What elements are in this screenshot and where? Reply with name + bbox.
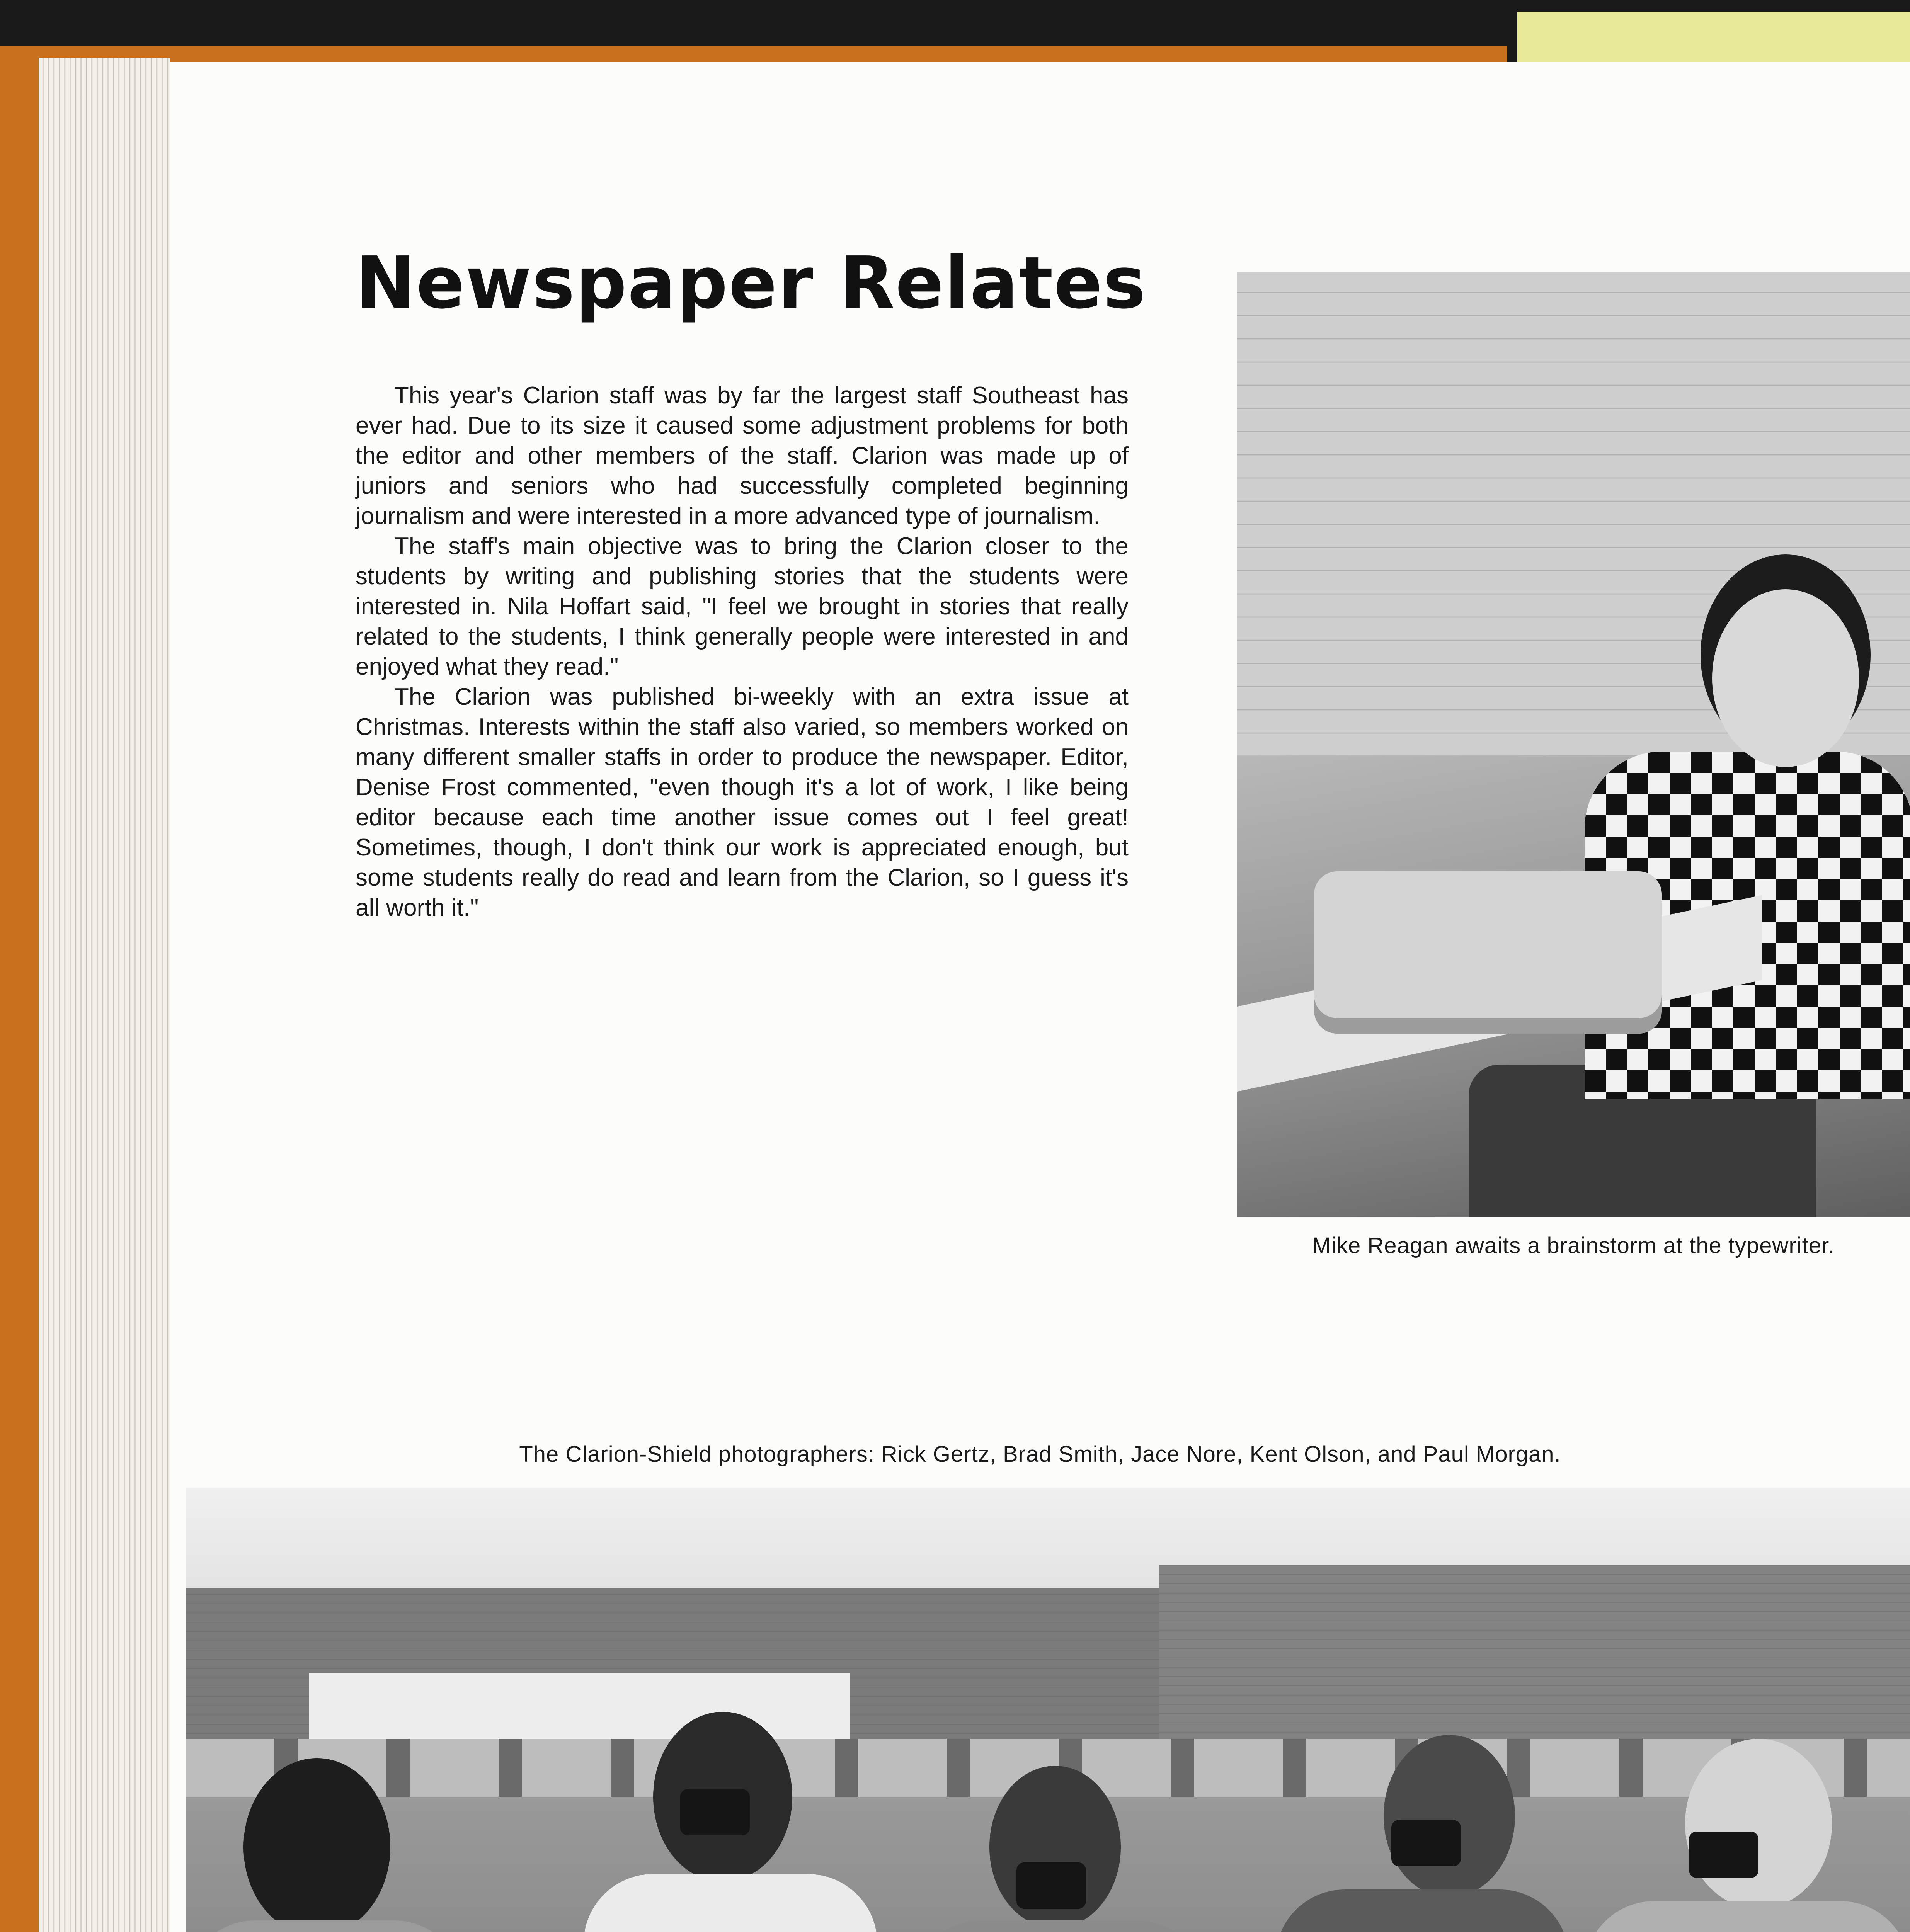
photographer-figure	[1585, 1739, 1910, 1932]
photographer-head	[1685, 1739, 1832, 1909]
photographer-body	[912, 1920, 1206, 1932]
photographer-figure	[1229, 1735, 1577, 1932]
photo-caption-bottom: The Clarion-Shield photographers: Rick Gertz, Brad Smith, Jace Nore, Kent Olson, and Paul Morgan.	[519, 1442, 1561, 1467]
photographer-figure	[553, 1712, 881, 1932]
camera-icon	[680, 1789, 750, 1835]
photographer-figure	[901, 1766, 1229, 1932]
photographer-head	[1384, 1735, 1515, 1897]
student-head	[1712, 589, 1859, 767]
photographer-figure	[186, 1758, 533, 1932]
photographer-head	[243, 1758, 390, 1932]
typewriter-photo	[1237, 272, 1910, 1217]
photographer-body	[1275, 1889, 1569, 1932]
article-paragraph: The staff's main objective was to bring the Clarion closer to the students by writing and publishing stories that the students were interested in. Nila Hoffart said, "I feel we brought in stories that really related to the students, I think generally people were interested in and enjoyed what they read."	[356, 533, 1129, 680]
article-body	[356, 381, 1129, 923]
page-title: Newspaper Relates	[356, 241, 1147, 325]
camera-icon	[1016, 1862, 1086, 1909]
photographer-body	[186, 1920, 464, 1932]
typewriter	[1314, 871, 1662, 1034]
article-paragraph: The Clarion was published bi-weekly with an extra issue at Christmas. Interests within the staff also varied, so members worked on many different smaller staffs in order to produce the newspaper. Editor, Denise Frost commented, "even though it's a lot of work, I like being editor because each time another issue comes out I feel great! Sometimes, though, I don't think our work is appreciated enough, but some students really do read and learn from the Clarion, so I guess it's all worth it."	[356, 684, 1129, 921]
camera-icon	[1391, 1820, 1461, 1866]
article-paragraph: This year's Clarion staff was by far the largest staff Southeast has ever had. Due to its size it caused some adjustment problems for both the editor and other members of the staff. Clarion was made up of juniors and seniors who had successfully completed beginning journalism and were interested in a more advanced type of journalism.	[356, 382, 1129, 529]
photographer-body	[1585, 1901, 1910, 1932]
camera-icon	[1689, 1832, 1758, 1878]
page-edges	[39, 58, 170, 1932]
photographers-photo	[186, 1488, 1910, 1932]
photographer-body	[584, 1874, 877, 1932]
photo-caption-top: Mike Reagan awaits a brainstorm at the typewriter.	[1312, 1233, 1835, 1258]
